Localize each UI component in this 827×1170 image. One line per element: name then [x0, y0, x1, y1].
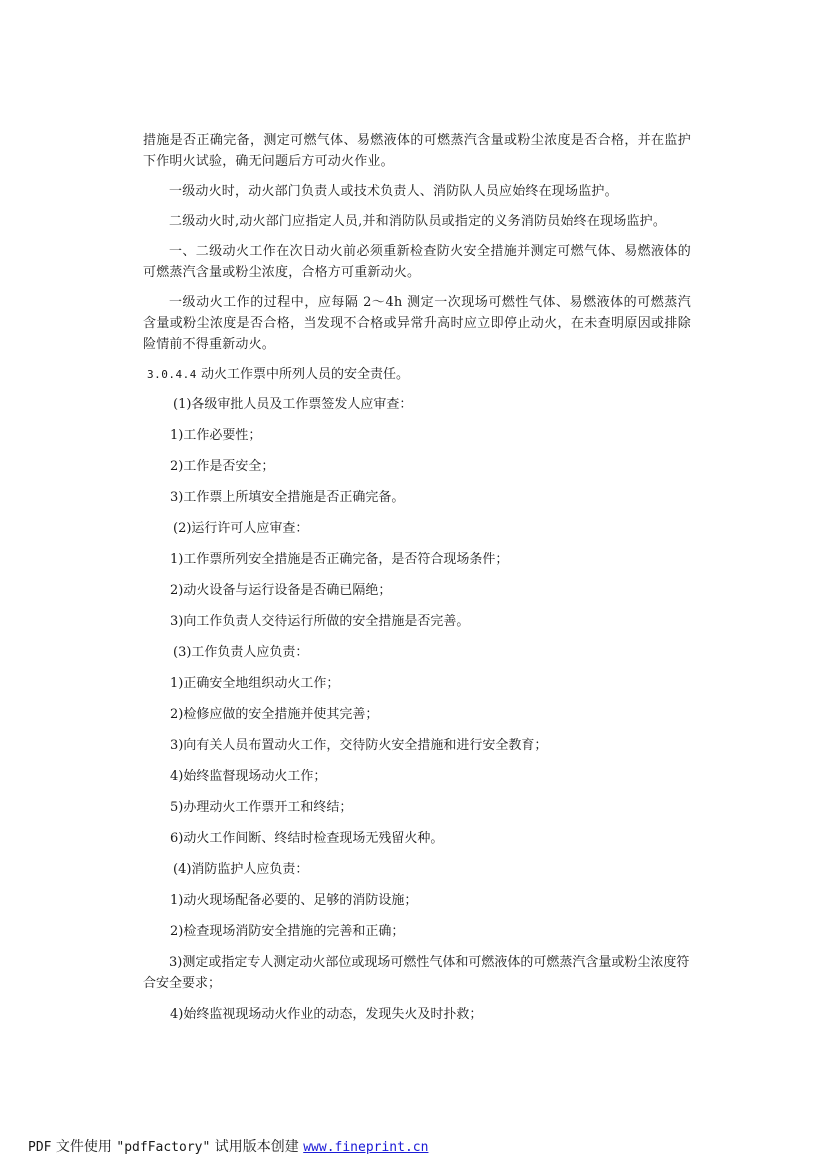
pdf-watermark-footer: [28, 1137, 428, 1158]
group-heading: (2)运行许可人应审查：: [173, 521, 309, 536]
list-item: 3)工作票上所填安全措施是否正确完备。: [170, 490, 405, 505]
list-item: 3)向有关人员布置动火工作，交待防火安全措施和进行安全教育；: [170, 738, 548, 753]
paragraph-continuation: 措施是否正确完备，测定可燃气体、易燃液体的可燃蒸汽含量或粉尘浓度是否合格，并在监护下作明火试验，确无问题后方可动火作业。: [143, 133, 691, 169]
list-item: 1)正确安全地组织动火工作；: [170, 676, 340, 691]
list-item: 3)测定或指定专人测定动火部位或现场可燃性气体和可燃液体的可燃蒸汽含量或粉尘浓度符合安全要求；: [143, 955, 690, 991]
paragraph-periodic-test: 一级动火工作的过程中，应每隔 2～4h 测定一次现场可燃性气体、易燃液体的可燃蒸汽含量或粉尘浓度是否合格，当发现不合格或异常升高时应立即停止动火，在未查明原因或排除险情前不得重新动火。: [143, 295, 691, 352]
group-heading: (4)消防监护人应负责：: [173, 862, 309, 877]
footer-text-1: 文件使用: [51, 1139, 117, 1155]
footer-prefix: PDF: [28, 1140, 52, 1155]
paragraph-next-day-recheck: 一、二级动火工作在次日动火前必须重新检查防火安全措施并测定可燃气体、易燃液体的可燃蒸汽含量或粉尘浓度，合格方可重新动火。: [143, 244, 691, 280]
list-item: 4)始终监督现场动火工作；: [170, 769, 327, 784]
document-body: [143, 130, 691, 1035]
section-number: 3.0.4.4: [147, 368, 197, 381]
paragraph-level2-fire: 二级动火时,动火部门应指定人员,并和消防队员或指定的义务消防员始终在现场监护。: [169, 214, 667, 229]
footer-link[interactable]: www.fineprint.cn: [303, 1140, 429, 1155]
paragraph-level1-fire: 一级动火时，动火部门负责人或技术负责人、消防队人员应始终在现场监护。: [169, 184, 618, 199]
list-item: 4)始终监视现场动火作业的动态，发现失火及时扑救；: [170, 1007, 483, 1022]
footer-text-2: 试用版本创建: [210, 1139, 304, 1155]
list-item: 2)检查现场消防安全措施的完善和正确；: [170, 924, 405, 939]
list-item: 3)向工作负责人交待运行所做的安全措施是否完善。: [170, 614, 470, 629]
list-item: 2)检修应做的安全措施并使其完善；: [170, 707, 379, 722]
list-item: 2)动火设备与运行设备是否确已隔绝；: [170, 583, 392, 598]
section-title: 动火工作票中所列人员的安全责任。: [201, 367, 410, 382]
list-item: 1)动火现场配备必要的、足够的消防设施；: [170, 893, 418, 908]
list-item: 2)工作是否安全；: [170, 459, 275, 474]
group-heading: (1)各级审批人员及工作票签发人应审查：: [173, 397, 413, 412]
group-heading: (3)工作负责人应负责：: [173, 645, 309, 660]
list-item: 6)动火工作间断、终结时检查现场无残留火种。: [170, 831, 444, 846]
list-item: 1)工作票所列安全措施是否正确完备，是否符合现场条件；: [170, 552, 509, 567]
list-item: 5)办理动火工作票开工和终结；: [170, 800, 353, 815]
footer-product: "pdfFactory": [116, 1140, 211, 1155]
list-item: 1)工作必要性；: [170, 428, 262, 443]
section-heading: [143, 364, 691, 385]
